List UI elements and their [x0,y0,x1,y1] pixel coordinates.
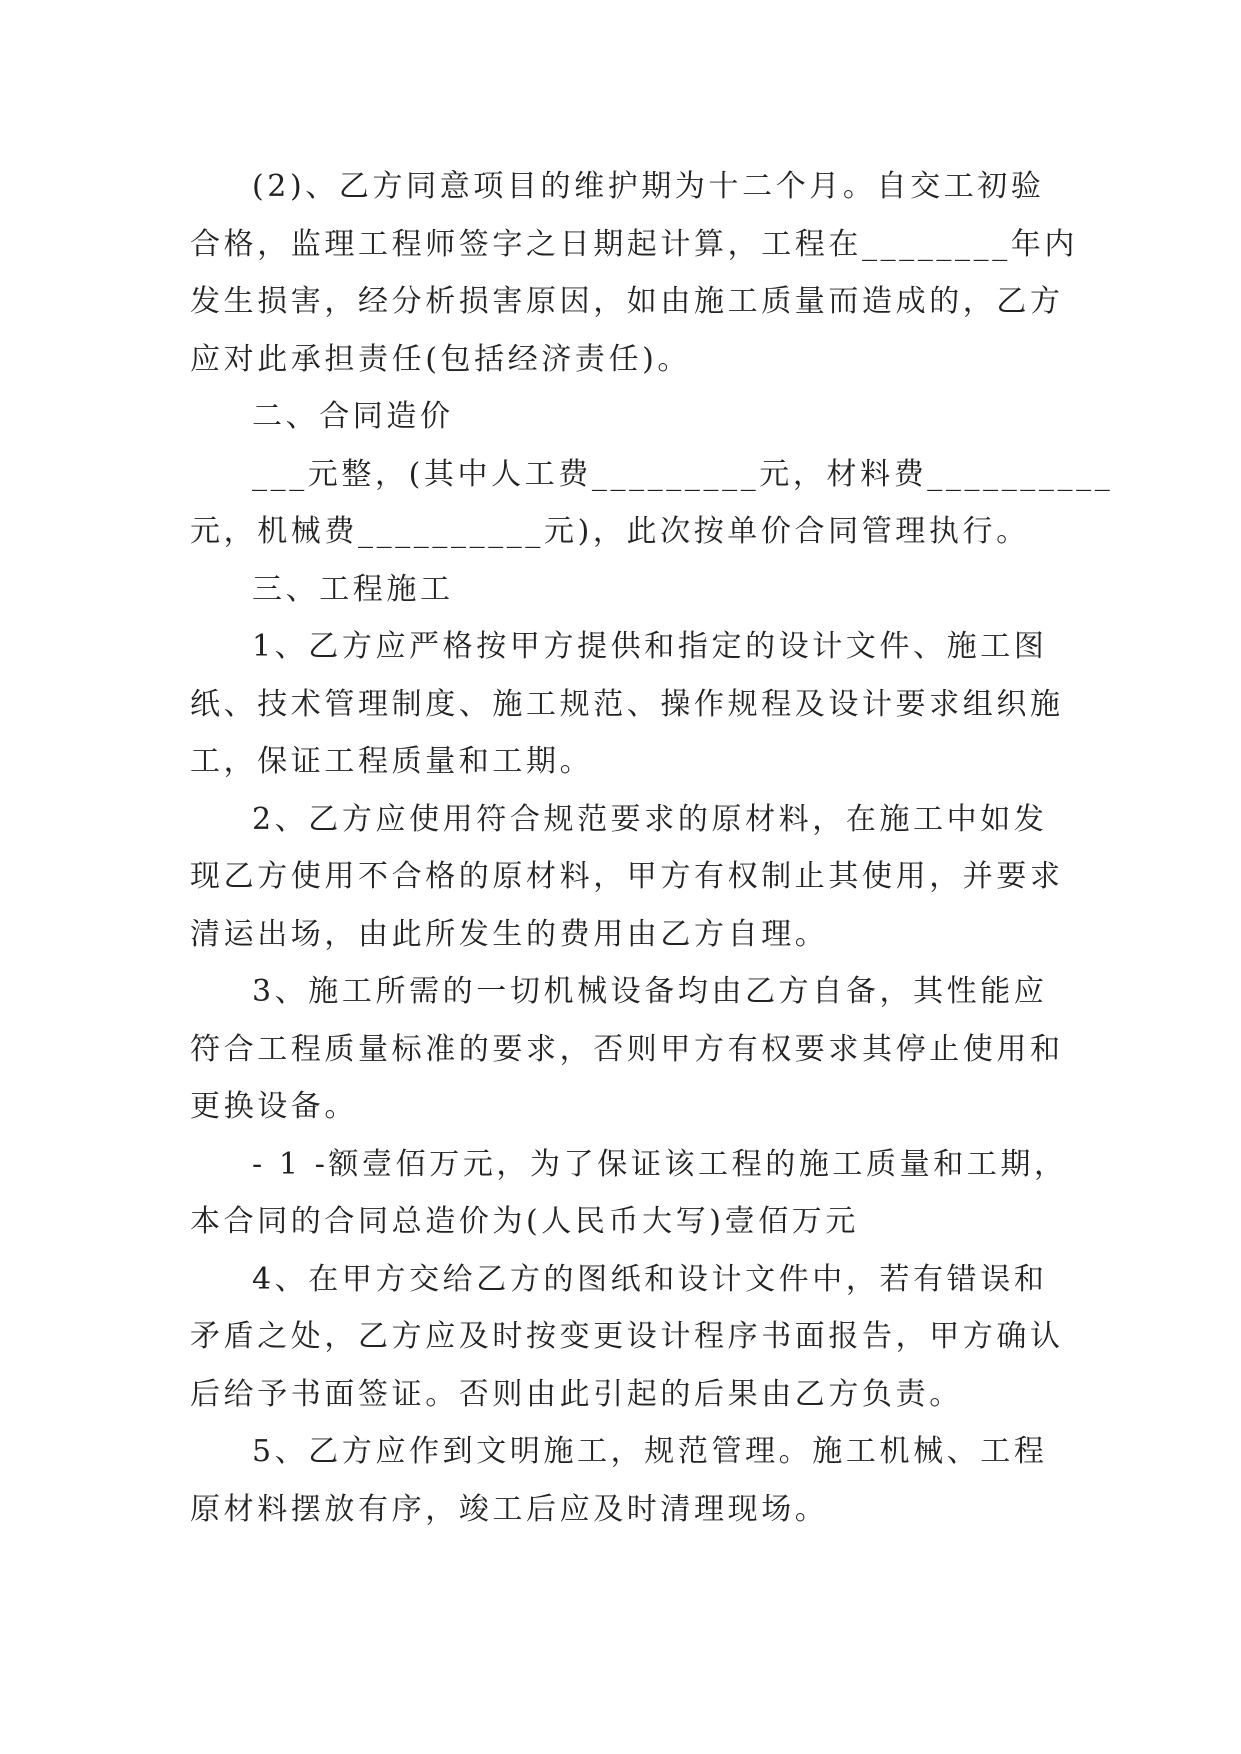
document-body [190,158,1114,1538]
text-line: 现乙方使用不合格的原材料，甲方有权制止其使用，并要求 [190,859,1064,894]
text-line: 5、乙方应作到文明施工，规范管理。施工机械、工程 [252,1434,1048,1469]
text-line: 符合工程质量标准的要求，否则甲方有权要求其停止使用和 [190,1031,1064,1067]
section-heading: 三、工程施工 [252,571,454,607]
text-line: 1、乙方应严格按甲方提供和指定的设计文件、施工图 [252,629,1048,664]
text-line: 更换设备。 [190,1089,358,1124]
section-heading: 二、合同造价 [252,399,454,434]
text-line: 原材料摆放有序，竣工后应及时清理现场。 [190,1491,829,1527]
text-line: 纸、技术管理制度、施工规范、操作规程及设计要求组织施 [190,686,1064,722]
text-line: 2、乙方应使用符合规范要求的原材料，在施工中如发 [252,801,1048,837]
text-line: 工，保证工程质量和工期。 [190,744,594,779]
text-line: 清运出场，由此所发生的费用由乙方自理。 [190,916,829,952]
page-number-line: - 1 -额壹佰万元，为了保证该工程的施工质量和工期， [252,1146,1068,1182]
text-line: 3、施工所需的一切机械设备均由乙方自备，其性能应 [252,974,1048,1009]
text-line: 合格，监理工程师签字之日期起计算，工程在________年内 [190,226,1078,262]
text-line: 应对此承担责任(包括经济责任)。 [190,341,692,377]
text-line: 后给予书面签证。否则由此引起的后果由乙方负责。 [190,1376,963,1412]
text-line: 本合同的合同总造价为(人民币大写)壹佰万元 [190,1204,860,1239]
text-line: 4、在甲方交给乙方的图纸和设计文件中，若有错误和 [252,1261,1048,1297]
text-line: 元，机械费__________元)，此次按单价合同管理执行。 [190,514,1030,549]
text-line: (2)、乙方同意项目的维护期为十二个月。自交工初验 [252,169,1045,204]
text-line: 矛盾之处，乙方应及时按变更设计程序书面报告，甲方确认 [190,1319,1064,1354]
text-line: ___元整，(其中人工费_________元，材料费__________ [252,456,1114,492]
text-line: 发生损害，经分析损害原因，如由施工质量而造成的，乙方 [190,284,1064,319]
